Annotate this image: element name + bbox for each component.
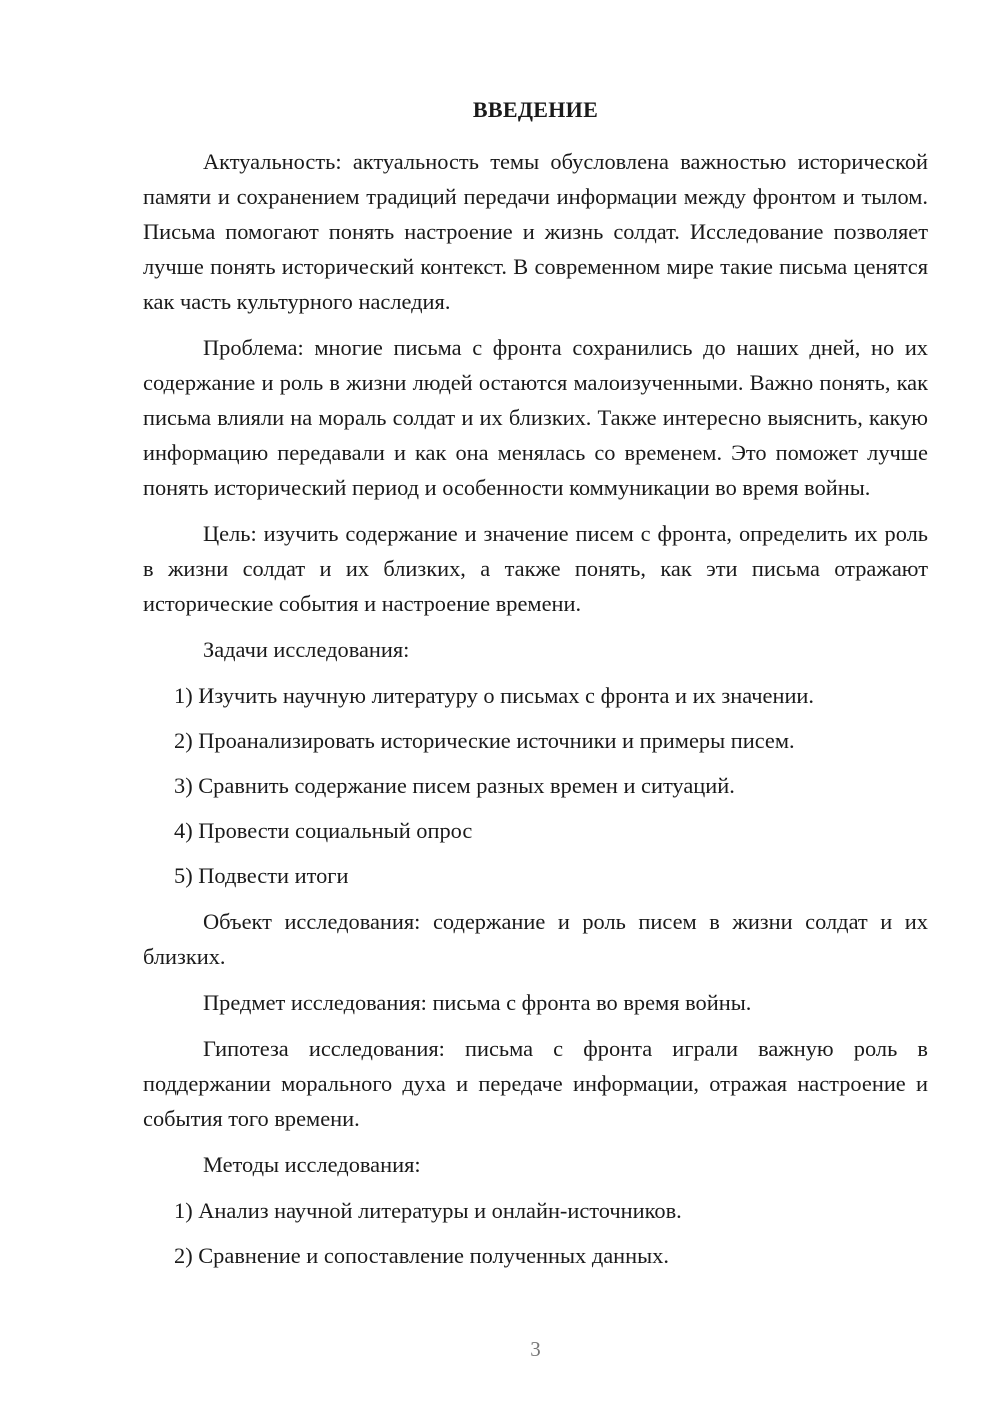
tasks-heading: Задачи исследования: xyxy=(203,637,410,662)
methods-heading: Методы исследования: xyxy=(203,1152,421,1177)
goal-paragraph: Цель: изучить содержание и значение писем с фронта, определить их роль в жизни солдат и их близких, а также понять, как эти письма отражают исторические события и настроение времени. xyxy=(143,521,928,616)
document-page xyxy=(143,0,928,1414)
method-item: 1) Анализ научной литературы и онлайн-источников. xyxy=(174,1198,682,1223)
task-item: 4) Провести социальный опрос xyxy=(174,818,473,843)
page-number: 3 xyxy=(530,1337,541,1361)
document-body xyxy=(143,144,928,1283)
problem-paragraph: Проблема: многие письма с фронта сохранились до наших дней, но их содержание и роль в жизни людей остаются малоизученными. Важно понять, как письма влияли на мораль солдат и их близких. Также интересно выяснить, какую информацию передавали и как она менялась со временем. Это поможет лучше понять исторический период и особенности коммуникации во время войны. xyxy=(143,335,928,500)
hypothesis-paragraph: Гипотеза исследования: письма с фронта играли важную роль в поддержании морального духа и передаче информации, отражая настроение и события того времени. xyxy=(143,1036,928,1131)
task-item: 5) Подвести итоги xyxy=(174,863,349,888)
relevance-paragraph: Актуальность: актуальность темы обусловлена важностью исторической памяти и сохранением традиций передачи информации между фронтом и тылом. Письма помогают понять настроение и жизнь солдат. Исследование позволяет лучше понять исторический контекст. В современном мире такие письма ценятся как часть культурного наследия. xyxy=(143,149,928,314)
object-paragraph: Объект исследования: содержание и роль писем в жизни солдат и их близких. xyxy=(143,909,928,969)
subject-paragraph: Предмет исследования: письма с фронта во время войны. xyxy=(203,990,752,1015)
task-item: 2) Проанализировать исторические источники и примеры писем. xyxy=(174,728,795,753)
page-title: ВВЕДЕНИЕ xyxy=(472,97,599,122)
method-item: 2) Сравнение и сопоставление полученных данных. xyxy=(174,1243,669,1268)
task-item: 1) Изучить научную литературу о письмах с фронта и их значении. xyxy=(174,683,815,708)
task-item: 3) Сравнить содержание писем разных времен и ситуаций. xyxy=(174,773,735,798)
